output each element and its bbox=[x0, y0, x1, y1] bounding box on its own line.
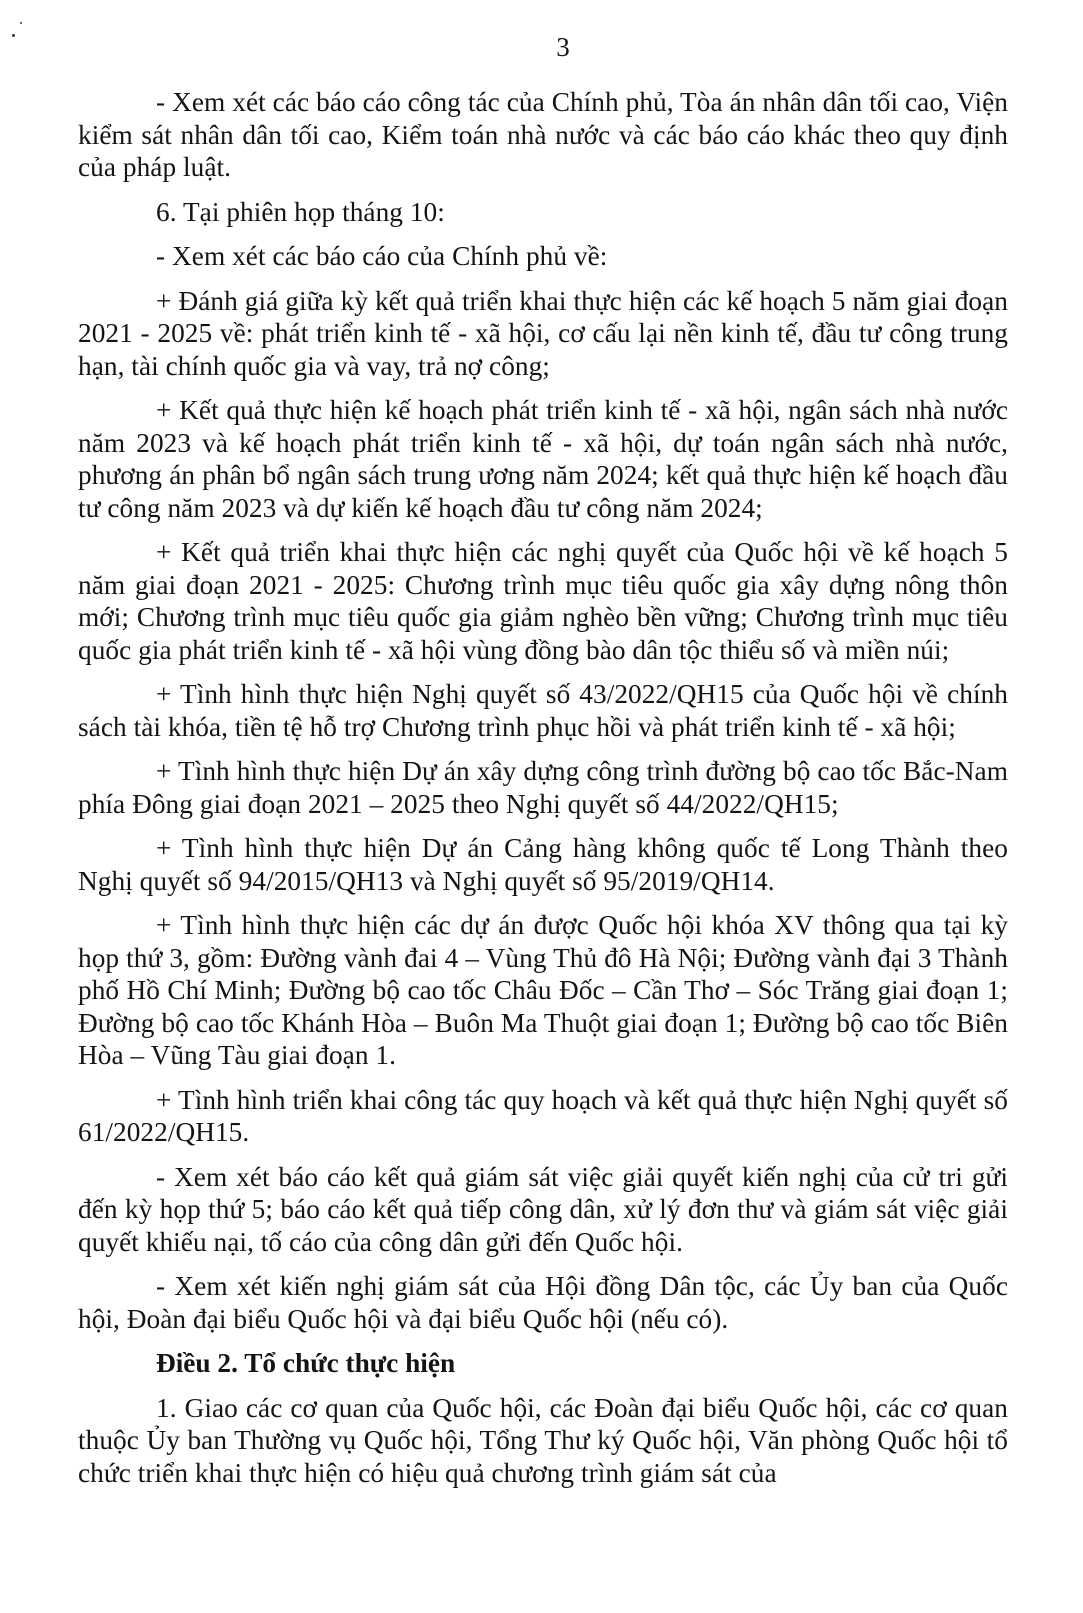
paragraph-assignment: 1. Giao các cơ quan của Quốc hội, các Đoàn đại biểu Quốc hội, các cơ quan thuộc Ủy ban Thường vụ Quốc hội, Tổng Thư ký Quốc hội, Văn phòng Quốc hội tổ chức triển khai thực hiện có hiệu quả chương trình giám sát của bbox=[78, 1392, 1008, 1488]
paragraph-socioeconomic-results: + Kết quả thực hiện kế hoạch phát triển kinh tế - xã hội, ngân sách nhà nước năm 2023 và kế hoạch phát triển kinh tế - xã hội, dự toán ngân sách nhà nước, phương án phân bổ ngân sách trung ương năm 2024; kết quả thực hiện kế hoạch đầu tư công năm 2023 và dự kiến kế hoạch đầu tư công năm 2024; bbox=[78, 395, 1008, 523]
page-number: 3 bbox=[556, 32, 570, 62]
paragraph-north-south-expressway: + Tình hình thực hiện Dự án xây dựng công trình đường bộ cao tốc Bắc-Nam phía Đông giai đoạn 2021 – 2025 theo Nghị quyết số 44/2022/QH15; bbox=[78, 756, 1008, 819]
scan-speck bbox=[12, 34, 15, 37]
document-page bbox=[78, 26, 1008, 1501]
scan-speck bbox=[20, 22, 22, 24]
paragraph-approved-projects: + Tình hình thực hiện các dự án được Quốc hội khóa XV thông qua tại kỳ họp thứ 3, gồm: Đường vành đai 4 – Vùng Thủ đô Hà Nội; Đường vành đại 3 Thành phố Hồ Chí Minh; Đường bộ cao tốc Châu Đốc – Cần Thơ – Sóc Trăng giai đoạn 1; Đường bộ cao tốc Khánh Hòa – Buôn Ma Thuột giai đoạn 1; Đường bộ cao tốc Biên Hòa – Vũng Tàu giai đoạn 1. bbox=[78, 910, 1008, 1070]
article-2-heading: Điều 2. Tổ chức thực hiện bbox=[156, 1348, 456, 1378]
paragraph-government-reports-intro: - Xem xét các báo cáo của Chính phủ về: bbox=[156, 241, 608, 271]
paragraph-planning-resolution-61: + Tình hình triển khai công tác quy hoạch và kết quả thực hiện Nghị quyết số 61/2022/QH15. bbox=[78, 1084, 1008, 1147]
paragraph-supervision-proposals: - Xem xét kiến nghị giám sát của Hội đồng Dân tộc, các Ủy ban của Quốc hội, Đoàn đại biểu Quốc hội và đại biểu Quốc hội (nếu có). bbox=[78, 1271, 1008, 1334]
paragraph-voter-petitions: - Xem xét báo cáo kết quả giám sát việc giải quyết kiến nghị của cử tri gửi đến kỳ họp thứ 5; báo cáo kết quả tiếp công dân, xử lý đơn thư và giám sát việc giải quyết khiếu nại, tố cáo của công dân gửi đến Quốc hội. bbox=[78, 1161, 1008, 1257]
paragraph-october-session: 6. Tại phiên họp tháng 10: bbox=[156, 196, 445, 227]
paragraph-resolution-43: + Tình hình thực hiện Nghị quyết số 43/2022/QH15 của Quốc hội về chính sách tài khóa, tiền tệ hỗ trợ Chương trình phục hồi và phát triển kinh tế - xã hội; bbox=[78, 679, 1008, 742]
paragraph-long-thanh-airport: + Tình hình thực hiện Dự án Cảng hàng không quốc tế Long Thành theo Nghị quyết số 94/2015/QH13 và Nghị quyết số 95/2019/QH14. bbox=[78, 833, 1008, 896]
paragraph-national-target-programs: + Kết quả triển khai thực hiện các nghị quyết của Quốc hội về kế hoạch 5 năm giai đoạn 2021 - 2025: Chương trình mục tiêu quốc gia xây dựng nông thôn mới; Chương trình mục tiêu quốc gia giảm nghèo bền vững; Chương trình mục tiêu quốc gia phát triển kinh tế - xã hội vùng đồng bào dân tộc thiểu số và miền núi; bbox=[78, 537, 1008, 665]
paragraph-midterm-evaluation: + Đánh giá giữa kỳ kết quả triển khai thực hiện các kế hoạch 5 năm giai đoạn 2021 - 2025 về: phát triển kinh tế - xã hội, cơ cấu lại nền kinh tế, đầu tư công trung hạn, tài chính quốc gia và vay, trả nợ công; bbox=[78, 285, 1008, 381]
paragraph-review-government-reports: - Xem xét các báo cáo công tác của Chính phủ, Tòa án nhân dân tối cao, Viện kiểm sát nhân dân tối cao, Kiểm toán nhà nước và các báo cáo khác theo quy định của pháp luật. bbox=[78, 87, 1008, 182]
